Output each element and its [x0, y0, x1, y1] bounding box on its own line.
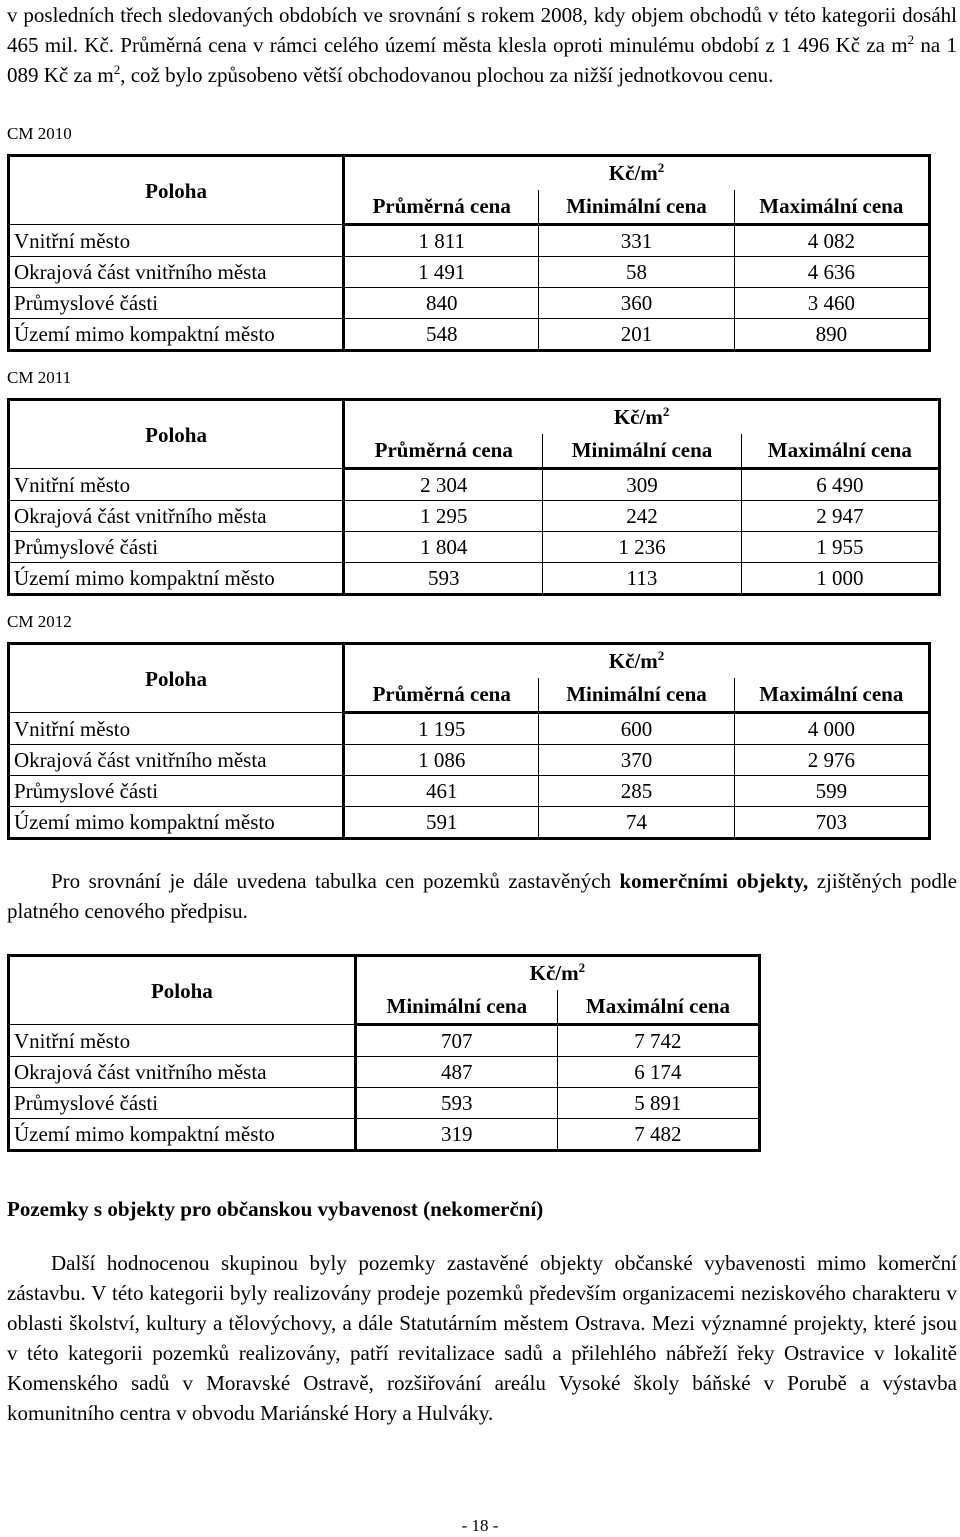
header-avg: Průměrná cena — [344, 678, 539, 713]
price-table-2011 — [7, 398, 941, 596]
header-location: Poloha — [9, 644, 344, 713]
header-location: Poloha — [9, 400, 344, 469]
section-heading: Pozemky s objekty pro občanskou vybavenost (nekomerční) — [7, 1197, 544, 1221]
header-min: Minimální cena — [539, 678, 734, 713]
header-max: Maximální cena — [557, 990, 759, 1025]
price-table-2012 — [7, 642, 931, 840]
section-paragraph: Další hodnocenou skupinou byly pozemky zastavěné objekty občanské vybavenosti mimo komerční zástavbu. V této kategorii byly realizovány prodeje pozemků především organizacemi neziskového charakteru v oblasti školství, kultury a tělovýchovy, a dále Statutárním městem Ostrava. Mezi významné projekty, které jsou v této kategorii pozemků realizovány, patří revitalizace sadů a přilehlého nábřeží řeky Ostravice v lokalitě Komenského sadů v Moravské Ostravě, rozšiřování areálu Vysoké školy báňské v Porubě a výstavba komunitního centra v obvodu Mariánské Hory a Hulváky. — [7, 1251, 957, 1425]
comparison-paragraph: Pro srovnání je dále uvedena tabulka cen pozemků zastavěných komerčními objekty, zjištěných podle platného cenového předpisu. — [7, 869, 957, 923]
table-caption-2010: CM 2010 — [7, 124, 72, 143]
table-row: Okrajová část vnitřního města 1 491 58 4 636 — [9, 257, 930, 288]
table-row: Vnitřní město 2 304 309 6 490 — [9, 469, 940, 501]
header-min: Minimální cena — [539, 190, 734, 225]
header-min: Minimální cena — [355, 990, 557, 1025]
table-caption-2012: CM 2012 — [7, 612, 72, 631]
table-row: Okrajová část vnitřního města 1 295 242 2 947 — [9, 501, 940, 532]
header-avg: Průměrná cena — [344, 190, 539, 225]
table-row: Vnitřní město 707 7 742 — [9, 1025, 760, 1057]
table-row: Okrajová část vnitřního města 1 086 370 2 976 — [9, 745, 930, 776]
table-row: Průmyslové části 1 804 1 236 1 955 — [9, 532, 940, 563]
header-location: Poloha — [9, 156, 344, 225]
document-page — [7, 0, 957, 1428]
table-caption-2011: CM 2011 — [7, 368, 72, 387]
header-max: Maximální cena — [741, 434, 939, 469]
table-header-row — [9, 156, 930, 191]
table-row: Území mimo kompaktní město 593 113 1 000 — [9, 563, 940, 595]
header-unit: $Kč/m^2$ — [344, 156, 930, 191]
header-avg: Průměrná cena — [344, 434, 543, 469]
price-table-2010 — [7, 154, 931, 352]
table-row: Vnitřní město 1 195 600 4 000 — [9, 713, 930, 745]
table-row: Okrajová část vnitřního města 487 6 174 — [9, 1057, 760, 1088]
header-max: Maximální cena — [734, 190, 929, 225]
table-row: Území mimo kompaktní město 591 74 703 — [9, 807, 930, 839]
header-unit: $Kč/m^2$ — [355, 956, 759, 991]
table-row: Průmyslové části 461 285 599 — [9, 776, 930, 807]
page-number: - 18 - — [461, 1516, 499, 1535]
header-min: Minimální cena — [543, 434, 741, 469]
table-header-row — [9, 400, 940, 435]
header-max: Maximální cena — [734, 678, 929, 713]
table-row: Vnitřní město 1 811 331 4 082 — [9, 225, 930, 257]
header-location: Poloha — [9, 956, 356, 1025]
table-header-row — [9, 644, 930, 679]
table-row: Území mimo kompaktní město 319 7 482 — [9, 1119, 760, 1151]
commercial-price-table — [7, 954, 761, 1152]
table-header-row — [9, 956, 760, 991]
header-unit: $Kč/m^2$ — [344, 644, 930, 679]
table-row: Průmyslové části 593 5 891 — [9, 1088, 760, 1119]
table-row: Průmyslové části 840 360 3 460 — [9, 288, 930, 319]
intro-paragraph: v posledních třech sledovaných obdobích ve srovnání s rokem 2008, kdy objem obchodů v této kategorii dosáhl 465 mil. Kč. Průměrná cena v rámci celého území města klesla oproti minulému období z 1 496 Kč za $m^2$ na 1 089 Kč za $m^2$, což bylo způsobeno větší obchodovanou plochou za nižší jednotkovou cenu. — [7, 3, 957, 87]
table-row: Území mimo kompaktní město 548 201 890 — [9, 319, 930, 351]
header-unit: $Kč/m^2$ — [344, 400, 940, 435]
